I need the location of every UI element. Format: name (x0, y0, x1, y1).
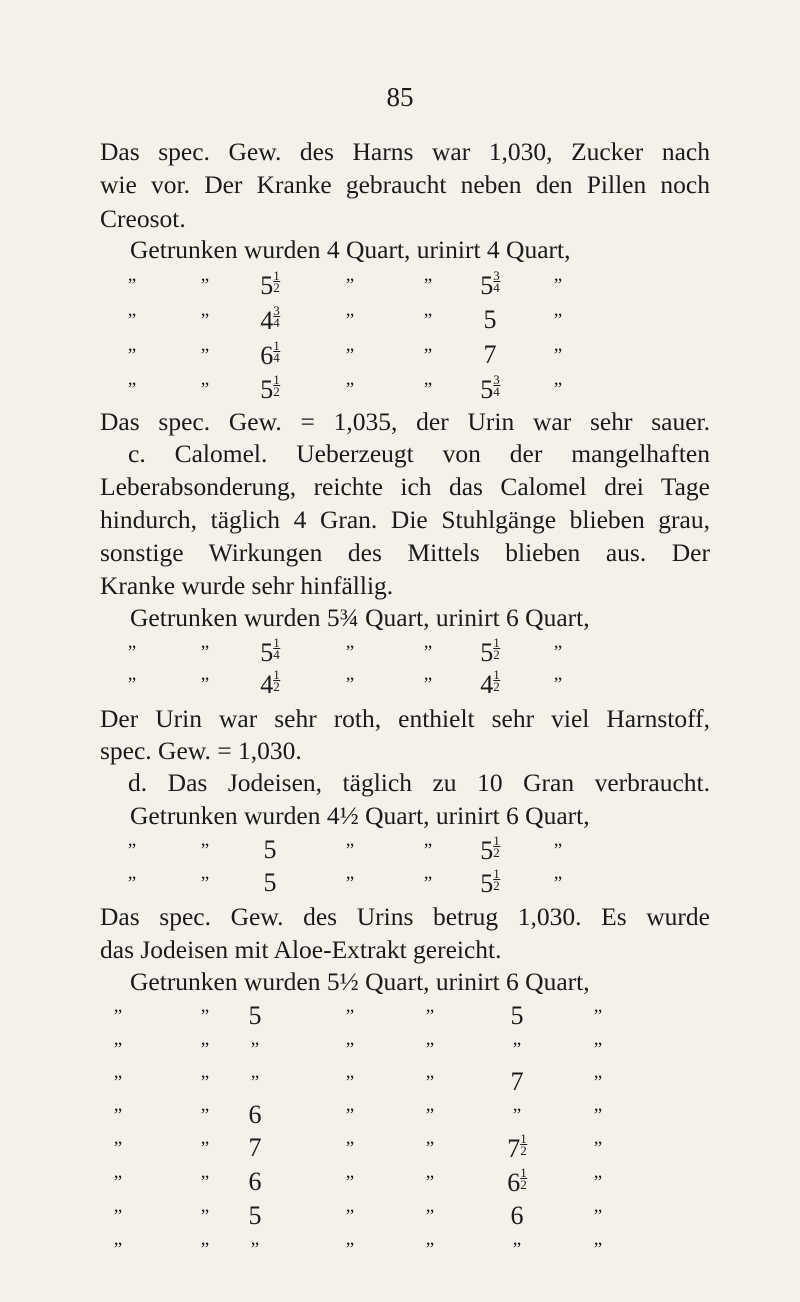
table-value: 5 (510, 1001, 524, 1030)
ditto-mark: ” (345, 1006, 355, 1027)
ditto-mark: ” (127, 379, 137, 400)
text-line: Das spec. Gew. = 1,035, der Urin war sehr sauer. (100, 407, 710, 436)
text-line: Das spec. Gew. des Harns war 1,030, Zucker nach (100, 137, 710, 166)
text-line: Getrunken wurden 5½ Quart, urinirt 6 Quart, (130, 967, 590, 996)
fraction: $\frac{1}{2}$ (493, 833, 500, 860)
ditto-mark: ” (593, 1172, 603, 1193)
table-value: 5 $\frac{1}{2}$ (260, 372, 280, 404)
table-value: 6 (510, 1201, 524, 1230)
ditto-mark: ” (113, 1039, 123, 1060)
ditto-mark: ” (553, 310, 563, 331)
ditto-mark: ” (345, 1105, 355, 1126)
ditto-mark: ” (345, 674, 355, 695)
text-line: Leberabsonderung, reichte ich das Calomel drei Tage (100, 472, 710, 501)
ditto-mark: ” (127, 642, 137, 663)
table-value: 5 $\frac{1}{2}$ (260, 268, 280, 300)
ditto-mark: ” (345, 345, 355, 366)
text-line: sonstige Wirkungen des Mittels blieben aus. Der (100, 538, 710, 567)
ditto-mark: ” (127, 674, 137, 695)
ditto-mark: ” (553, 840, 563, 861)
ditto-mark: ” (423, 674, 433, 695)
table-value: 6 $\frac{1}{2}$ (507, 1165, 527, 1197)
fraction: $\frac{3}{4}$ (493, 268, 500, 295)
table-value: 5 (263, 835, 277, 864)
ditto-mark: ” (200, 1172, 210, 1193)
fraction: $\frac{1}{4}$ (273, 635, 280, 662)
ditto-mark: ” (593, 1006, 603, 1027)
fraction: $\frac{1}{2}$ (520, 1131, 527, 1158)
table-row (0, 833, 800, 866)
ditto-mark: ” (250, 1239, 260, 1260)
ditto-mark: ” (113, 1105, 123, 1126)
table-value: 6 (248, 1100, 262, 1129)
fraction: $\frac{3}{4}$ (273, 303, 280, 330)
ditto-mark: ” (200, 1138, 210, 1159)
fraction: $\frac{1}{2}$ (273, 372, 280, 399)
ditto-mark: ” (200, 379, 210, 400)
ditto-mark: ” (423, 840, 433, 861)
text-line: Creosot. (100, 204, 186, 233)
table-value: 5 $\frac{1}{2}$ (480, 833, 500, 865)
ditto-mark: ” (423, 379, 433, 400)
ditto-mark: ” (200, 1239, 210, 1260)
fraction: $\frac{1}{2}$ (493, 635, 500, 662)
text-line: c. Calomel. Ueberzeugt von der mangelhaften (128, 439, 710, 468)
text-line: Das spec. Gew. des Urins betrug 1,030. Es wurde (100, 902, 710, 931)
ditto-mark: ” (127, 310, 137, 331)
text-line: Getrunken wurden 4½ Quart, urinirt 6 Quart, (130, 801, 590, 830)
ditto-mark: ” (425, 1239, 435, 1260)
table-value: 5 (483, 305, 497, 334)
ditto-mark: ” (200, 1039, 210, 1060)
fraction: $\frac{1}{2}$ (493, 667, 500, 694)
ditto-mark: ” (512, 1105, 522, 1126)
ditto-mark: ” (553, 642, 563, 663)
ditto-mark: ” (345, 1239, 355, 1260)
ditto-mark: ” (127, 840, 137, 861)
ditto-mark: ” (200, 275, 210, 296)
ditto-mark: ” (345, 1072, 355, 1093)
ditto-mark: ” (345, 1138, 355, 1159)
table-row (0, 338, 800, 371)
table-row (0, 1131, 800, 1164)
ditto-mark: ” (425, 1072, 435, 1093)
ditto-mark: ” (113, 1239, 123, 1260)
table-row (0, 1065, 800, 1098)
table-value: 4 $\frac{3}{4}$ (260, 303, 280, 335)
ditto-mark: ” (425, 1172, 435, 1193)
table-value: 5 $\frac{1}{2}$ (480, 635, 500, 667)
text-line: Der Urin war sehr roth, enthielt sehr viel Harnstoff, (100, 704, 710, 733)
text-line: Getrunken wurden 5¾ Quart, urinirt 6 Quart, (130, 603, 590, 632)
table-value: 6 (248, 1167, 262, 1196)
text-line: das Jodeisen mit Aloe-Extrakt gereicht. (100, 935, 502, 964)
ditto-mark: ” (593, 1039, 603, 1060)
ditto-mark: ” (425, 1105, 435, 1126)
ditto-mark: ” (200, 1006, 210, 1027)
ditto-mark: ” (553, 873, 563, 894)
ditto-mark: ” (250, 1039, 260, 1060)
ditto-mark: ” (113, 1206, 123, 1227)
ditto-mark: ” (200, 1105, 210, 1126)
ditto-mark: ” (593, 1138, 603, 1159)
ditto-mark: ” (200, 1206, 210, 1227)
table-value: 5 $\frac{3}{4}$ (480, 372, 500, 404)
ditto-mark: ” (425, 1006, 435, 1027)
ditto-mark: ” (345, 379, 355, 400)
fraction: $\frac{1}{2}$ (493, 866, 500, 893)
ditto-mark: ” (423, 642, 433, 663)
table-value: 7 (248, 1133, 262, 1162)
ditto-mark: ” (113, 1006, 123, 1027)
table-row (0, 1032, 800, 1065)
fraction: $\frac{1}{4}$ (273, 338, 280, 365)
ditto-mark: ” (425, 1138, 435, 1159)
fraction: $\frac{3}{4}$ (493, 372, 500, 399)
ditto-mark: ” (127, 275, 137, 296)
ditto-mark: ” (200, 840, 210, 861)
ditto-mark: ” (200, 873, 210, 894)
ditto-mark: ” (200, 674, 210, 695)
table-row (0, 635, 800, 668)
ditto-mark: ” (345, 642, 355, 663)
table-row (0, 1098, 800, 1131)
table-value: 5 $\frac{3}{4}$ (480, 268, 500, 300)
table-value: 5 $\frac{1}{2}$ (480, 866, 500, 898)
fraction: $\frac{1}{2}$ (273, 667, 280, 694)
ditto-mark: ” (345, 1206, 355, 1227)
ditto-mark: ” (345, 840, 355, 861)
ditto-mark: ” (553, 275, 563, 296)
table-row (0, 1165, 800, 1198)
ditto-mark: ” (345, 275, 355, 296)
ditto-mark: ” (200, 310, 210, 331)
ditto-mark: ” (553, 379, 563, 400)
ditto-mark: ” (593, 1105, 603, 1126)
table-row (0, 1232, 800, 1265)
ditto-mark: ” (113, 1138, 123, 1159)
ditto-mark: ” (127, 873, 137, 894)
ditto-mark: ” (345, 310, 355, 331)
ditto-mark: ” (423, 310, 433, 331)
table-row (0, 268, 800, 301)
ditto-mark: ” (250, 1072, 260, 1093)
table-value: 5 (248, 1201, 262, 1230)
table-row (0, 866, 800, 899)
ditto-mark: ” (200, 345, 210, 366)
table-value: 6 $\frac{1}{4}$ (260, 338, 280, 370)
text-line: spec. Gew. = 1,030. (100, 736, 302, 765)
text-line: Kranke wurde sehr hinfällig. (100, 571, 394, 600)
ditto-mark: ” (423, 275, 433, 296)
ditto-mark: ” (512, 1039, 522, 1060)
table-value: 5 $\frac{1}{4}$ (260, 635, 280, 667)
table-value: 7 (483, 340, 497, 369)
page-number: 85 (386, 82, 414, 112)
ditto-mark: ” (512, 1239, 522, 1260)
ditto-mark: ” (113, 1172, 123, 1193)
table-row (0, 667, 800, 700)
ditto-mark: ” (200, 1072, 210, 1093)
fraction: $\frac{1}{2}$ (273, 268, 280, 295)
text-line: hindurch, täglich 4 Gran. Die Stuhlgänge blieben grau, (100, 505, 710, 534)
table-value: 5 (263, 868, 277, 897)
ditto-mark: ” (423, 873, 433, 894)
ditto-mark: ” (127, 345, 137, 366)
ditto-mark: ” (593, 1206, 603, 1227)
text-line: d. Das Jodeisen, täglich zu 10 Gran verbraucht. (128, 768, 710, 797)
ditto-mark: ” (345, 1172, 355, 1193)
fraction: $\frac{1}{2}$ (520, 1165, 527, 1192)
table-value: 4 $\frac{1}{2}$ (480, 667, 500, 699)
text-line: wie vor. Der Kranke gebraucht neben den Pillen noch (100, 170, 710, 199)
ditto-mark: ” (553, 674, 563, 695)
ditto-mark: ” (425, 1039, 435, 1060)
table-value: 5 (248, 1001, 262, 1030)
table-row (0, 372, 800, 405)
table-value: 7 $\frac{1}{2}$ (507, 1131, 527, 1163)
ditto-mark: ” (553, 345, 563, 366)
ditto-mark: ” (200, 642, 210, 663)
ditto-mark: ” (113, 1072, 123, 1093)
ditto-mark: ” (425, 1206, 435, 1227)
ditto-mark: ” (423, 345, 433, 366)
text-line: Getrunken wurden 4 Quart, urinirt 4 Quart, (130, 235, 571, 264)
table-value: 4 $\frac{1}{2}$ (260, 667, 280, 699)
table-row (0, 303, 800, 336)
table-row (0, 1199, 800, 1232)
ditto-mark: ” (593, 1239, 603, 1260)
ditto-mark: ” (593, 1072, 603, 1093)
ditto-mark: ” (345, 873, 355, 894)
table-row (0, 999, 800, 1032)
ditto-mark: ” (345, 1039, 355, 1060)
table-value: 7 (510, 1067, 524, 1096)
